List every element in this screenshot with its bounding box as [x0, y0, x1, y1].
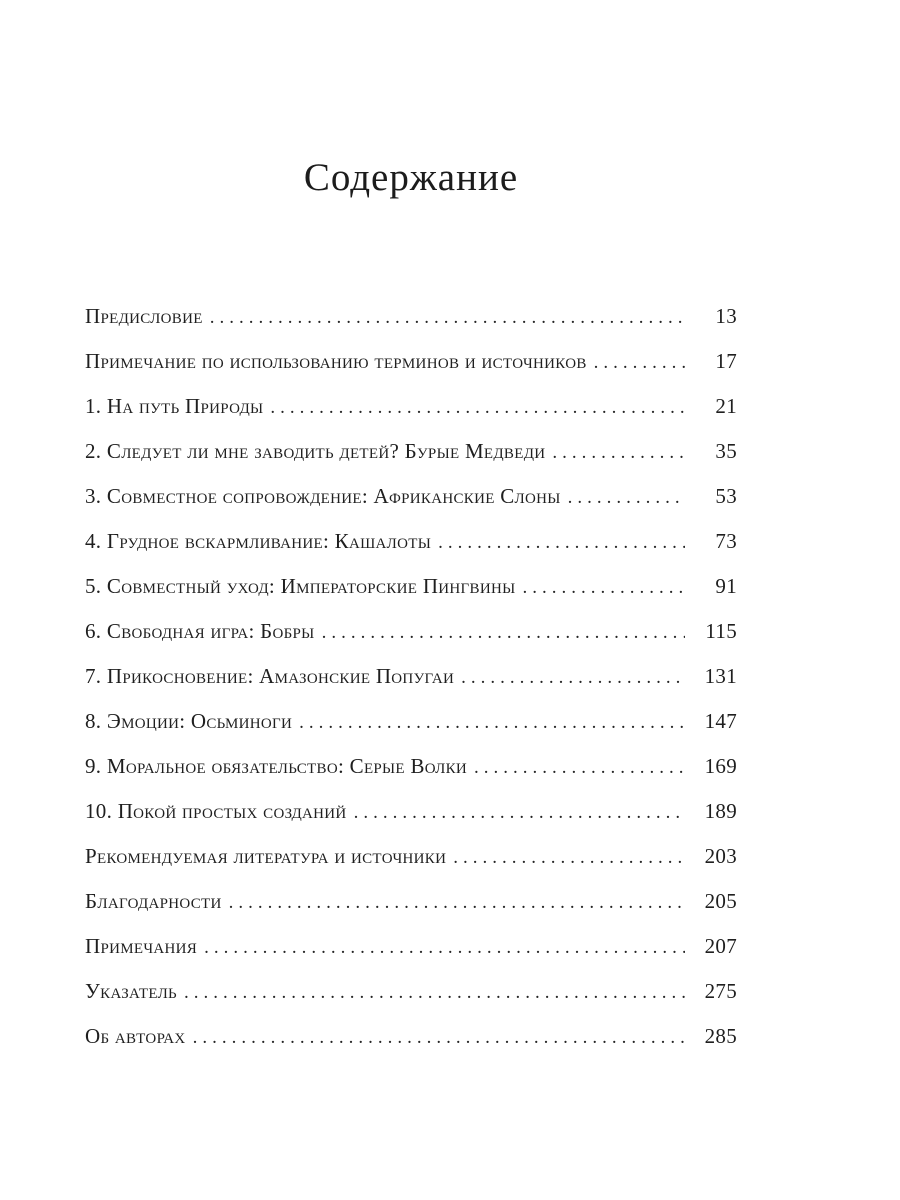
dot-leader	[552, 440, 685, 464]
toc-entry-label: 5. Совместный уход: Императорские Пингвины	[85, 574, 516, 598]
toc-entry	[85, 575, 737, 599]
toc-entry-label: 3. Совместное сопровождение: Африканские Слоны	[85, 484, 561, 508]
dot-leader	[193, 1025, 685, 1049]
toc-entry-label: Указатель	[85, 979, 177, 1003]
dot-leader	[354, 800, 685, 824]
toc-entry-label: Рекомендуемая литература и источники	[85, 844, 447, 868]
toc-entry	[85, 710, 737, 734]
toc-entry-page: 131	[704, 664, 737, 688]
toc-entry	[85, 1025, 737, 1049]
toc-entry	[85, 620, 737, 644]
toc-entry-page: 53	[715, 484, 737, 508]
toc-entry	[85, 935, 737, 959]
toc-entry	[85, 890, 737, 914]
toc-entry-label: 7. Прикосновение: Амазонские Попугаи	[85, 664, 455, 688]
dot-leader	[322, 620, 685, 644]
toc-entry-page: 207	[704, 934, 737, 958]
toc-entry	[85, 980, 737, 1004]
toc-entry	[85, 800, 737, 824]
contents-block	[85, 156, 737, 1049]
toc-entry	[85, 305, 737, 329]
toc-entry-page: 205	[704, 889, 737, 913]
toc-entry-page: 13	[715, 304, 737, 328]
dot-leader	[204, 935, 685, 959]
dot-leader	[184, 980, 685, 1004]
toc-entry	[85, 755, 737, 779]
toc-entry-label: 6. Свободная игра: Бобры	[85, 619, 315, 643]
dot-leader	[474, 755, 685, 779]
toc-entry-page: 35	[715, 439, 737, 463]
toc-entry-label: 2. Следует ли мне заводить детей? Бурые Медведи	[85, 439, 546, 463]
toc-entry-label: 10. Покой простых созданий	[85, 799, 347, 823]
toc-entry-label: Примечания	[85, 934, 198, 958]
toc-entry	[85, 395, 737, 419]
toc-entry-page: 147	[704, 709, 737, 733]
toc-entry-page: 169	[704, 754, 737, 778]
toc-entry	[85, 845, 737, 869]
toc-entry-label: 8. Эмоции: Осьминоги	[85, 709, 293, 733]
dot-leader	[438, 530, 685, 554]
dot-leader	[594, 350, 685, 374]
toc-entry	[85, 440, 737, 464]
toc-entry-label: Предисловие	[85, 304, 203, 328]
page-title: Содержание	[303, 156, 519, 199]
dot-leader	[229, 890, 685, 914]
dot-leader	[270, 395, 685, 419]
dot-leader	[461, 665, 685, 689]
toc-entry-page: 275	[704, 979, 737, 1003]
toc-entry-page: 17	[715, 349, 737, 373]
toc-entry-label: 1. На путь Природы	[85, 394, 264, 418]
toc-entry-page: 21	[715, 394, 737, 418]
toc-entry-page: 203	[704, 844, 737, 868]
toc-entry	[85, 665, 737, 689]
toc-entry-label: Благодарности	[85, 889, 222, 913]
toc-list	[85, 305, 737, 1049]
dot-leader	[568, 485, 685, 509]
dot-leader	[210, 305, 685, 329]
toc-entry-page: 73	[715, 529, 737, 553]
toc-entry	[85, 350, 737, 374]
toc-entry-page: 285	[704, 1024, 737, 1048]
toc-entry-page: 91	[715, 574, 737, 598]
toc-entry-label: 9. Моральное обязательство: Серые Волки	[85, 754, 468, 778]
dot-leader	[453, 845, 685, 869]
toc-entry-page: 189	[704, 799, 737, 823]
toc-entry-label: 4. Грудное вскармливание: Кашалоты	[85, 529, 432, 553]
toc-entry-page: 115	[705, 619, 737, 643]
dot-leader	[522, 575, 685, 599]
dot-leader	[299, 710, 685, 734]
toc-entry-label: Примечание по использованию терминов и источников	[85, 349, 587, 373]
toc-entry	[85, 530, 737, 554]
toc-entry-label: Об авторах	[85, 1024, 186, 1048]
toc-entry	[85, 485, 737, 509]
